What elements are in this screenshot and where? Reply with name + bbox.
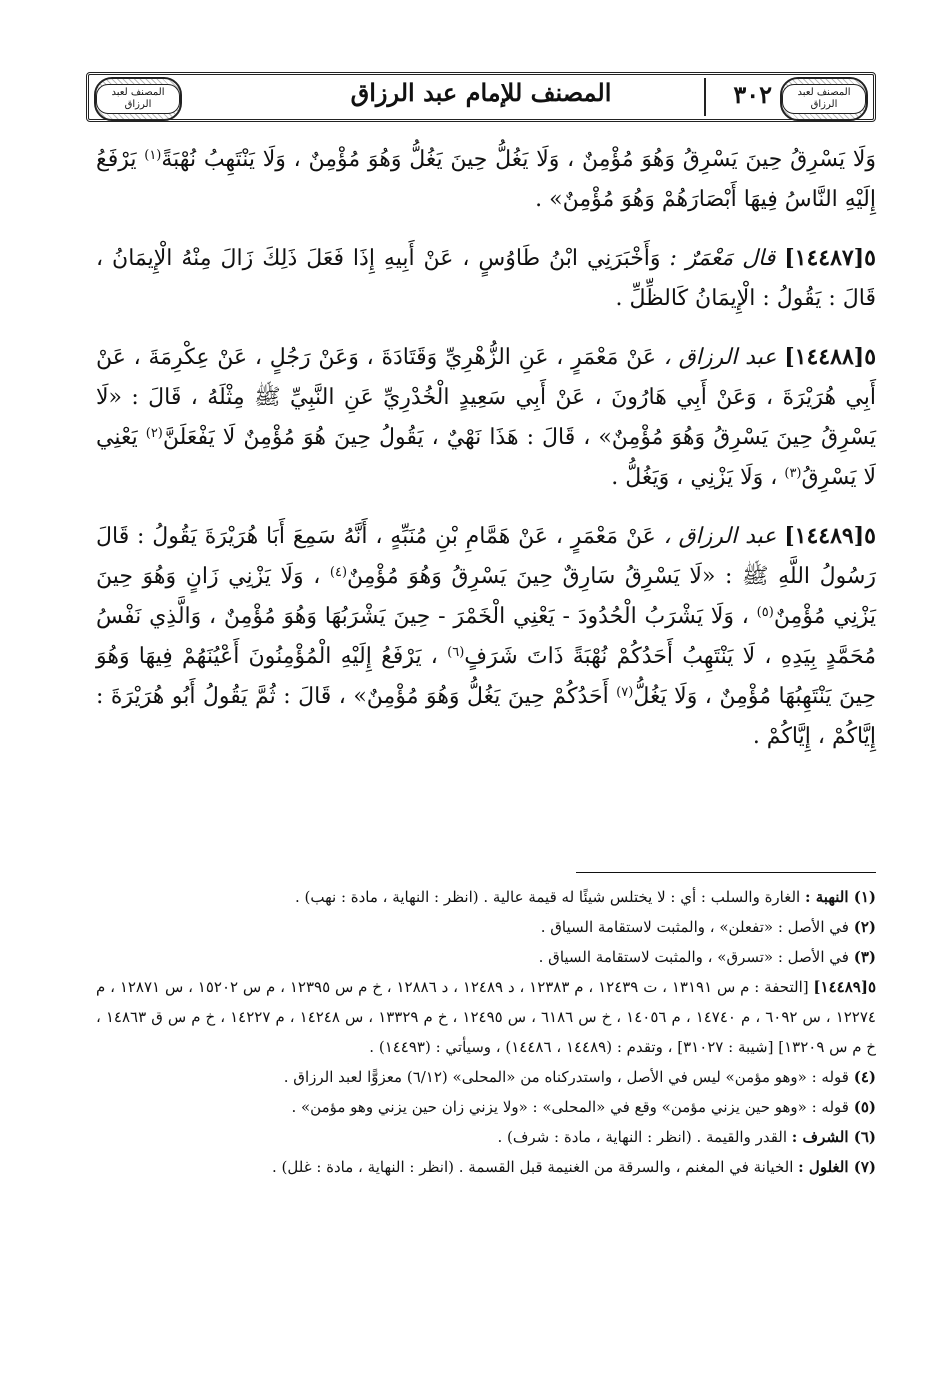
footnote-text: [التحفة : م س ١٣١٩١ ، ت ١٢٤٣٩ ، م ١٢٣٨٣ ، د ١٢٤٨٩ ، د ١٢٨٨٦ ، خ م س ١٢٣٩٥ ، م س ١٥٢٠٢ ، س ١٢٨٧١ ، م ١٢٢٧٤ ، س ٦٠٩٢ ، م ١٤٧٤٠ ، م ١٤٠٥٦ ، خ س ٦١٨٦ ، س ١٢٤٩٥ ، خ م ١٣٣٢٩ ، س ١٤٢٤٨ ، م ١٤٢٢٧ ، خ م س ق ١٤٨٦٣ ، خ م س ١٣٢٠٩] [شيبة : ٣١٠٢٧] ، وتقدم : (١٤٤٨٩ ، ١٤٤٨٦) ، وسيأتي : (١٤٤٩٣) . [96, 978, 876, 1056]
hadith-text: يَعْنِي لَا يَسْرِقُ [96, 425, 876, 490]
hadith-text: يَرْفَعُ إِلَيْهِ النَّاسُ فِيهَا أَبْصَارَهُمْ وَهُوَ مُؤْمِنٌ» . [96, 147, 876, 212]
footnote-ref[interactable]: (١) [144, 148, 162, 163]
running-title: المصنف للإمام عبد الرزاق [350, 78, 612, 107]
footnote-ref[interactable]: (٣) [784, 466, 802, 481]
footnote-key: (٦) الشرف : [791, 1128, 876, 1146]
footnote-text: القدر والقيمة . (انظر : النهاية ، مادة : شرف) . [497, 1128, 792, 1146]
narrator: عبد الرزاق ، [663, 524, 777, 549]
footnote-ref[interactable]: (٦) [447, 645, 465, 660]
hadith-text: وَلَا يَسْرِقُ حِينَ يَسْرِقُ وَهُوَ مُؤْمِنٌ ، وَلَا يَغُلُّ حِينَ يَغُلُّ وَهُوَ مُؤْمِنٌ ، وَلَا يَنْتَهِبُ نُهْبَةً [161, 147, 876, 172]
footnote-text: قوله : «وهو مؤمن» ليس في الأصل ، واستدركناه من «المحلى» (٦/١٢) معزوًّا لعبد الرزاق . [283, 1068, 854, 1086]
footnote-text: في الأصل : «تفعلن» ، والمثبت لاستقامة السياق . [540, 918, 854, 936]
footnote-key: ٥[١٤٤٨٩] [813, 978, 876, 996]
hadith-text: ، وَلَا يَشْرَبُ الْحُدُودَ - يَعْنِي الْخَمْرَ - حِينَ يَشْرَبُهَا وَهُوَ مُؤْمِنٌ ، وَالَّذِي نَفْسُ مُحَمَّدٍ بِيَدِهِ ، لَا يَنْتَهِبُ أَحَدُكُمْ نُهْبَةً ذَاتَ شَرَفٍ [96, 604, 876, 669]
footnote [96, 882, 876, 912]
footnote-key: (٢) [853, 918, 876, 936]
footnote-key: (٤) [853, 1068, 876, 1086]
footnote-key: (٧) الغلول : [798, 1158, 876, 1176]
hadith-text: ، يَرْفَعُ إِلَيْهِ الْمُؤْمِنُونَ أَعْيُنَهُمْ فِيهَا وَهُوَ حِينَ يَنْتَهِبُهَا مُؤْمِنٌ ، وَلَا يَغُلُّ [96, 644, 876, 709]
footnotes [96, 882, 876, 1182]
footnote-ref[interactable]: (٥) [756, 605, 774, 620]
footnote [96, 1062, 876, 1092]
hadith-text: ، وَلَا يَزْنِي ، وَيَغُلُّ . [611, 465, 785, 490]
footnote [96, 1152, 876, 1182]
footnote-ref[interactable]: (٧) [616, 685, 634, 700]
paragraph [96, 238, 876, 319]
hadith-text: ، وَلَا يَزْنِي زَانٍ وَهُوَ حِينَ يَزْنِي مُؤْمِنٌ [96, 564, 876, 629]
footnote-ref[interactable]: (٢) [145, 426, 163, 441]
paragraph [96, 516, 876, 757]
footnote [96, 1092, 876, 1122]
footnote-key: (٥) [853, 1098, 876, 1116]
paragraph [96, 337, 876, 498]
footnote [96, 972, 876, 1062]
footnote-ref[interactable]: (٤) [329, 565, 348, 580]
book-emblem-right [780, 77, 868, 121]
hadith-number: ٥[١٤٤٨٧] [784, 245, 876, 271]
main-text [96, 140, 876, 775]
page-number: ٣٠٢ [733, 80, 772, 109]
footnote-key: (١) النهبة : [805, 888, 876, 906]
footnote-text: قوله : «وهو حين يزني مؤمن» وقع في «المحلى» : «ولا يزني زان حين يزني وهو مؤمن» . [291, 1098, 854, 1116]
footnote-text: الغارة والسلب : أي : لا يختلس شيئًا له قيمة عالية . (انظر : النهاية ، مادة : نهب) . [294, 888, 805, 906]
footnote-text: في الأصل : «تسرق» ، والمثبت لاستقامة السياق . [538, 948, 854, 966]
hadith-text: أَحَدُكُمْ حِينَ يَغُلُّ وَهُوَ مُؤْمِنٌ» ، قَالَ : ثُمَّ يَقُولُ أَبُو هُرَيْرَةَ : إِيَّاكُمْ ، إِيَّاكُمْ . [96, 684, 876, 749]
hadith-text: عَنْ مَعْمَرٍ ، عَنِ الزُّهْرِيِّ وَقَتَادَةَ ، وَعَنْ رَجُلٍ ، عَنْ عِكْرِمَةَ ، عَنْ أَبِي هُرَيْرَةَ ، وَعَنْ أَبِي هَارُونَ ، عَنْ أَبِي سَعِيدٍ الْخُدْرِيِّ عَنِ النَّبِيِّ ﷺ مِثْلَهُ ، قَالَ : «لَا يَسْرِقُ حِينَ يَسْرِقُ وَهُوَ مُؤْمِنٌ» ، قَالَ : هَذَا نَهْيٌ ، يَقُولُ حِينَ هُوَ مُؤْمِنٌ لَا يَفْعَلَنَّ [96, 345, 876, 450]
hadith-text: وَأَخْبَرَنِي ابْنُ طَاوُسٍ ، عَنْ أَبِيهِ إِذَا فَعَلَ ذَلِكَ زَالَ مِنْهُ الْإِيمَانُ ، قَالَ : يَقُولُ : الْإِيمَانُ كَالظِّلِّ . [96, 246, 876, 311]
footnote [96, 942, 876, 972]
hadith-number: ٥[١٤٤٨٩] [784, 523, 876, 549]
footnote-key: (٣) [853, 948, 876, 966]
page-header [86, 72, 876, 122]
footnote-text: الخيانة في المغنم ، والسرقة من الغنيمة قبل القسمة . (انظر : النهاية ، مادة : غلل) . [272, 1158, 799, 1176]
hadith-text: عَنْ مَعْمَرٍ ، عَنْ هَمَّامِ بْنِ مُنَبِّهٍ ، أَنَّهُ سَمِعَ أَبَا هُرَيْرَةَ يَقُولُ : قَالَ رَسُولُ اللَّهِ ﷺ : «لَا يَسْرِقُ سَارِقٌ حِينَ يَسْرِقُ وَهُوَ مُؤْمِنٌ [96, 524, 876, 589]
emblem-text: المصنف لعبد الرزاق [782, 84, 866, 114]
book-emblem-left [94, 77, 182, 121]
hadith-number: ٥[١٤٤٨٨] [784, 344, 877, 370]
footnote [96, 912, 876, 942]
footnote-separator [576, 872, 876, 873]
footnote [96, 1122, 876, 1152]
header-divider [704, 78, 706, 116]
narrator: قال مَعْمَرٌ : [669, 246, 776, 271]
emblem-text: المصنف لعبد الرزاق [96, 84, 180, 114]
narrator: عبد الرزاق ، [663, 345, 777, 370]
paragraph [96, 140, 876, 220]
